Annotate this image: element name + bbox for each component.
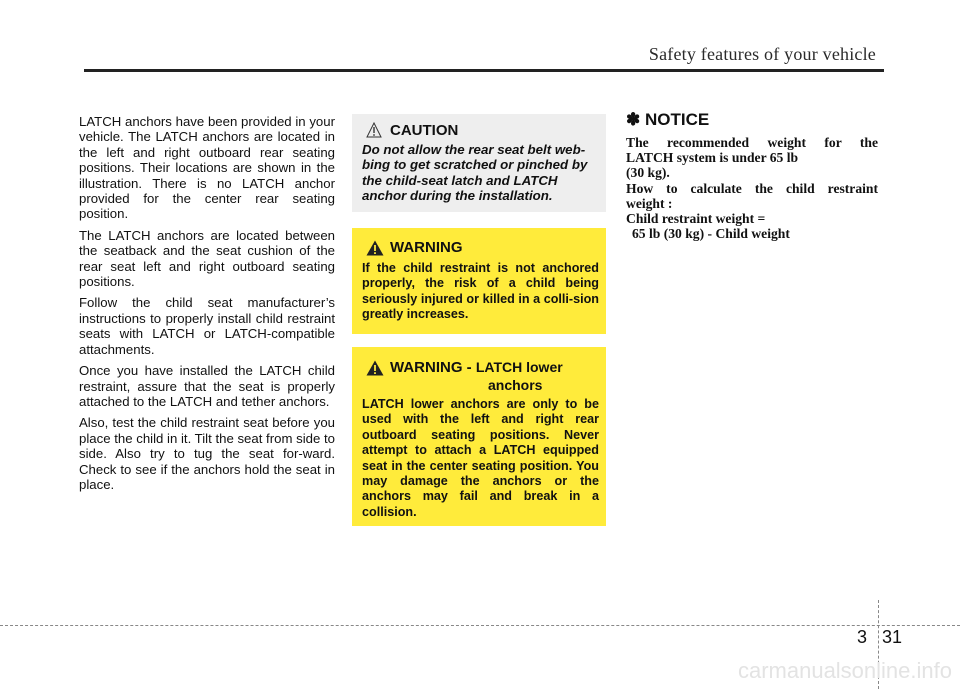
caution-box [352,114,606,212]
warning-heading: WARNING [390,239,463,256]
notice-heading-label: NOTICE [644,110,710,129]
warning-heading-label: WARNING - [390,359,476,376]
paragraph: The LATCH anchors are located between the seatback and the seat cushion of the rear seat left and right outboard seating positions. [79,227,335,290]
notice-heading [626,110,878,130]
notice-line: 65 lb (30 kg) - Child weight [632,226,790,242]
warning-text: LATCH lower anchors are only to be used with the left and right rear outboard seating positions. Never attempt to attach a LATCH equipped seat in the center seating position. You may damage the anchors or the anchors may fail and break in a collision. [362,397,599,519]
notice-section [626,110,878,241]
warning-text: If the child restraint is not anchored properly, the risk of a child being seriously injured or killed in a colli-sion greatly increases. [362,261,599,322]
warning-subheading-line2: anchors [488,377,543,393]
notice-body [626,135,878,241]
paragraph: LATCH anchors have been provided in your vehicle. The LATCH anchors are located in the left and right outboard rear seating positions. Their locations are shown in the illustration. There is no LATCH anchor provided for the center rear seating position. [79,114,335,222]
warning-triangle-icon [366,360,384,376]
notice-line: Child restraint weight = [626,211,766,227]
notice-star-icon: ✽ [626,110,641,129]
watermark: carmanualsonline.info [737,658,952,683]
caution-triangle-icon [366,122,382,138]
notice-line: (30 kg). [626,165,670,181]
section-title: Safety features of your vehicle [648,44,876,64]
paragraph: Also, test the child restraint seat before you place the child in it. Tilt the seat from side to side. Also try to tug the seat for-ward. Check to see if the anchors hold the seat in place. [79,415,335,492]
caution-text: Do not allow the rear seat belt web-bing to get scratched or pinched by the child-seat latch and LATCH anchor during the installation. [362,142,588,204]
warning-triangle-icon [366,240,384,256]
warning-subheading: LATCH lower [475,359,563,375]
notice-line: weight : [626,195,673,211]
notice-line: The recommended weight for the [626,135,878,150]
paragraph: Follow the child seat manufacturer’s instructions to properly install child restraint seats with LATCH or LATCH-compatible attachments. [79,295,335,357]
page-number: 31 [882,627,903,647]
notice-line: How to calculate the child restraint [626,180,878,196]
warning-heading [390,359,563,376]
footer-rule [0,625,960,626]
notice-line: LATCH system is under 65 lb [626,150,799,166]
chapter-number: 3 [857,627,868,647]
warning-latch-box [352,347,606,526]
header-rule [84,69,884,72]
paragraph: Once you have installed the LATCH child restraint, assure that the seat is properly attached to the LATCH and tether anchors. [79,363,335,409]
caution-heading: CAUTION [390,122,459,139]
left-column [79,114,335,498]
warning-box [352,228,606,334]
